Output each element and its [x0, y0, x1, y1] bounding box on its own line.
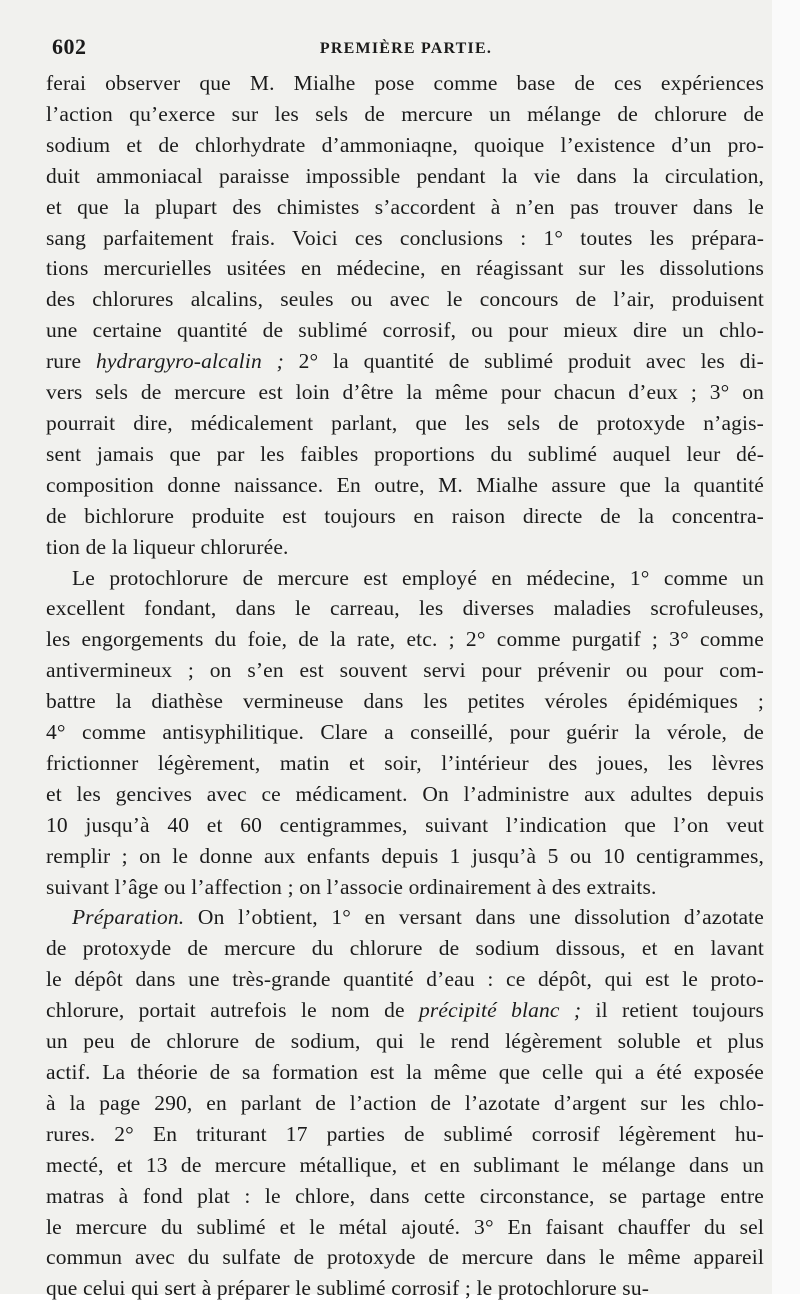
text-line — [46, 748, 764, 779]
text-line — [46, 346, 764, 377]
text-line — [46, 130, 764, 161]
text-line — [46, 964, 764, 995]
text-line — [46, 1212, 764, 1243]
text-run: à la page 290, en parlant de l’action de l’azotate d’argent sur les chlo- — [46, 1090, 764, 1115]
text-run: actif. La théorie de sa formation est la même que celle qui a été exposée — [46, 1060, 764, 1084]
text-line — [46, 995, 764, 1026]
text-run: le dépôt dans une très-grande quantité d’eau : ce dépôt, qui est le proto- — [46, 967, 764, 992]
text-run: frictionner légèrement, matin et soir, l’intérieur des joues, les lèvres — [46, 750, 764, 775]
text-run: chlorure, portait autrefois le nom de — [46, 998, 419, 1023]
text-run: sent jamais que par les faibles proportions du sublimé auquel leur dé- — [46, 441, 764, 466]
text-run: et les gencives avec ce médicament. On l’administre aux adultes depuis — [46, 781, 764, 806]
text-run: des chlorures alcalins, seules ou avec le concours de l’air, produisent — [46, 287, 764, 312]
text-line — [46, 624, 764, 655]
text-run: 10 jusqu’à 40 et 60 centigrammes, suivant l’indication que l’on veut — [46, 812, 764, 837]
text-run: tions mercurielles usitées en médecine, en réagissant sur les dissolutions — [46, 256, 764, 281]
text-run: 4° comme antisyphilitique. Clare a conseillé, pour guérir la vérole, de — [46, 720, 764, 745]
italic-text: hydrargyro-alcalin ; — [95, 349, 284, 374]
text-run: de bichlorure produite est toujours en raison directe de la concentra- — [46, 503, 764, 528]
text-run: mecté, et 13 de mercure métallique, et en sublimant le mélange dans un — [46, 1152, 764, 1177]
text-run: le mercure du sublimé et le métal ajouté. 3° En faisant chauffer du sel — [46, 1214, 764, 1239]
text-line — [46, 532, 764, 563]
text-run: sodium et de chlorhydrate d’ammoniaqne, quoique l’existence d’un pro- — [46, 132, 764, 157]
text-line — [46, 717, 764, 748]
text-line — [46, 593, 764, 624]
text-run: antivermineux ; on s’en est souvent servi pour prévenir ou pour com- — [46, 658, 764, 683]
text-run: remplir ; on le donne aux enfants depuis 1 jusqu’à 5 ou 10 centigrammes, — [46, 843, 764, 868]
page-header — [46, 32, 766, 62]
text-run: battre la diathèse vermineuse dans les petites véroles épidémiques ; — [46, 689, 764, 714]
text-run: que celui qui sert à préparer le sublimé corrosif ; le protochlorure su- — [46, 1276, 650, 1301]
text-line — [46, 192, 764, 223]
text-line — [46, 1119, 764, 1150]
text-line — [46, 779, 764, 810]
text-line — [46, 841, 764, 872]
text-run: matras à fond plat : le chlore, dans cette circonstance, se partage entre — [46, 1183, 764, 1208]
text-run: suivant l’âge ou l’affection ; on l’associe ordinairement à des extraits. — [46, 874, 657, 899]
text-line — [46, 902, 764, 933]
text-run: ferai observer que M. Mialhe pose comme base de ces expériences — [46, 71, 764, 95]
text-line — [46, 470, 764, 501]
text-line — [46, 315, 764, 346]
text-line — [46, 284, 764, 315]
text-run: un peu de chlorure de sodium, qui le rend légèrement soluble et plus — [46, 1029, 764, 1054]
text-line — [46, 933, 764, 964]
text-run: et que la plupart des chimistes s’accordent à n’en pas trouver dans le — [46, 194, 764, 219]
text-run: de protoxyde de mercure du chlorure de sodium dissous, et en lavant — [46, 936, 764, 961]
text-run: Le protochlorure de mercure est employé en médecine, 1° comme un — [72, 565, 764, 590]
text-line — [46, 223, 764, 254]
text-run: vers sels de mercure est loin d’être la même pour chacun d’eux ; 3° on — [46, 380, 764, 405]
text-line — [46, 408, 764, 439]
text-run: composition donne naissance. En outre, M. Mialhe assure que la quantité — [46, 472, 764, 497]
text-line — [46, 253, 764, 284]
text-line — [46, 563, 764, 594]
text-run: il retient toujours — [581, 998, 764, 1023]
text-line — [46, 439, 764, 470]
text-line — [46, 99, 764, 130]
text-line — [46, 1181, 764, 1212]
text-run: commun avec du sulfate de protoxyde de mercure dans le même appareil — [46, 1245, 764, 1270]
text-line — [46, 377, 764, 408]
text-line — [46, 1242, 764, 1273]
text-run: une certaine quantité de sublimé corrosif, ou pour mieux dire un chlo- — [46, 318, 764, 343]
text-run: excellent fondant, dans le carreau, les diverses maladies scrofuleuses, — [46, 596, 764, 621]
text-run: sang parfaitement frais. Voici ces conclusions : 1° toutes les prépara- — [46, 225, 764, 250]
running-head: PREMIÈRE PARTIE. — [319, 40, 493, 57]
text-line — [46, 1273, 764, 1304]
body-text — [46, 68, 764, 1304]
text-line — [46, 1057, 764, 1088]
text-line — [46, 872, 764, 903]
text-line — [46, 1088, 764, 1119]
text-run: pourrait dire, médicalement parlant, que les sels de protoxyde n’agis- — [46, 410, 764, 435]
text-run: les engorgements du foie, de la rate, etc. ; 2° comme purgatif ; 3° comme — [46, 627, 764, 652]
text-run: 2° la quantité de sublimé produit avec les di- — [283, 349, 764, 374]
text-run: rure — [46, 349, 96, 374]
text-line — [46, 686, 764, 717]
text-line — [46, 501, 764, 532]
text-line — [46, 655, 764, 686]
text-line — [46, 161, 764, 192]
text-line — [46, 1150, 764, 1181]
text-run: tion de la liqueur chlorurée. — [46, 534, 289, 559]
text-line — [46, 68, 764, 99]
italic-text: précipité blanc ; — [419, 998, 582, 1023]
text-line — [46, 1026, 764, 1057]
text-run: l’action qu’exerce sur les sels de mercure un mélange de chlorure de — [46, 101, 764, 126]
page-number: 602 — [52, 34, 87, 59]
italic-text: Préparation. — [72, 905, 185, 930]
text-run: On l’obtient, 1° en versant dans une dissolution d’azotate — [184, 905, 764, 930]
text-line — [46, 810, 764, 841]
text-run: rures. 2° En triturant 17 parties de sublimé corrosif légèrement hu- — [46, 1121, 764, 1146]
text-run: duit ammoniacal paraisse impossible pendant la vie dans la circulation, — [46, 163, 764, 188]
